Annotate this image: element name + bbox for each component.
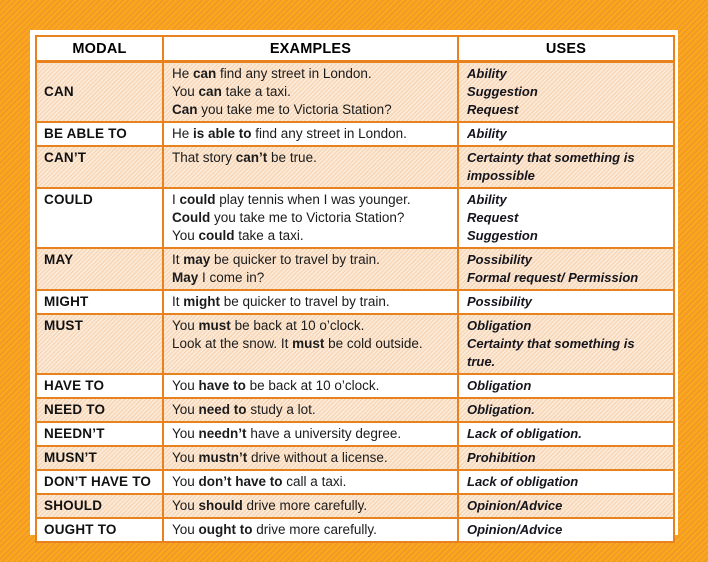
uses-line: Obligation xyxy=(467,378,532,393)
example-line: You mustn’t drive without a license. xyxy=(172,450,388,465)
example-line: Could you take me to Victoria Station? xyxy=(172,210,405,225)
examples-cell xyxy=(163,188,458,248)
table-body xyxy=(36,62,674,543)
modal-cell: HAVE TO xyxy=(36,374,163,398)
modal-cell: DON’T HAVE TO xyxy=(36,470,163,494)
column-header-modal: MODAL xyxy=(36,36,163,62)
uses-line: Certainty that something is true. xyxy=(467,336,635,369)
example-line: You should drive more carefully. xyxy=(172,498,368,513)
example-line: May I come in? xyxy=(172,270,265,285)
modal-cell: OUGHT TO xyxy=(36,518,163,542)
table-row xyxy=(36,422,674,446)
modal-cell: MAY xyxy=(36,248,163,290)
uses-line: Ability xyxy=(467,126,507,141)
uses-line: Opinion/Advice xyxy=(467,498,563,513)
example-line: You needn’t have a university degree. xyxy=(172,426,402,441)
uses-line: Certainty that something is impossible xyxy=(467,150,635,183)
uses-cell xyxy=(458,374,674,398)
examples-cell xyxy=(163,422,458,446)
table-row xyxy=(36,398,674,422)
uses-line: Obligation. xyxy=(467,402,535,417)
uses-line: Request xyxy=(467,210,519,225)
uses-cell xyxy=(458,62,674,123)
column-header-uses: USES xyxy=(458,36,674,62)
uses-line: Suggestion xyxy=(467,228,538,243)
example-line: You have to be back at 10 o’clock. xyxy=(172,378,380,393)
uses-line: Ability xyxy=(467,66,507,81)
table-row xyxy=(36,470,674,494)
table-row xyxy=(36,146,674,188)
table-row xyxy=(36,518,674,542)
uses-cell xyxy=(458,398,674,422)
example-line: I could play tennis when I was younger. xyxy=(172,192,411,207)
uses-line: Prohibition xyxy=(467,450,536,465)
uses-cell xyxy=(458,494,674,518)
uses-cell xyxy=(458,446,674,470)
example-line: You ought to drive more carefully. xyxy=(172,522,377,537)
modal-cell: MUST xyxy=(36,314,163,374)
examples-cell xyxy=(163,122,458,146)
modal-cell: MUSN’T xyxy=(36,446,163,470)
table-row xyxy=(36,446,674,470)
modal-cell: COULD xyxy=(36,188,163,248)
modal-cell: SHOULD xyxy=(36,494,163,518)
example-line: You need to study a lot. xyxy=(172,402,316,417)
uses-line: Opinion/Advice xyxy=(467,522,563,537)
examples-cell xyxy=(163,446,458,470)
example-line: Can you take me to Victoria Station? xyxy=(172,102,392,117)
uses-cell xyxy=(458,314,674,374)
modal-cell: NEEDN’T xyxy=(36,422,163,446)
uses-line: Suggestion xyxy=(467,84,538,99)
uses-line: Lack of obligation xyxy=(467,474,579,489)
modal-cell: MIGHT xyxy=(36,290,163,314)
uses-cell xyxy=(458,518,674,542)
uses-cell xyxy=(458,470,674,494)
examples-cell xyxy=(163,146,458,188)
uses-cell xyxy=(458,146,674,188)
examples-cell xyxy=(163,248,458,290)
example-line: Look at the snow. It must be cold outside. xyxy=(172,336,423,351)
table-row xyxy=(36,494,674,518)
uses-cell xyxy=(458,422,674,446)
table-row xyxy=(36,374,674,398)
modal-cell: CAN’T xyxy=(36,146,163,188)
header-row xyxy=(36,36,674,62)
example-line: It may be quicker to travel by train. xyxy=(172,252,380,267)
uses-cell xyxy=(458,248,674,290)
uses-line: Obligation xyxy=(467,318,532,333)
uses-cell xyxy=(458,188,674,248)
uses-line: Request xyxy=(467,102,519,117)
table-row xyxy=(36,314,674,374)
examples-cell xyxy=(163,518,458,542)
uses-line: Possibility xyxy=(467,252,533,267)
example-line: You don’t have to call a taxi. xyxy=(172,474,347,489)
table-row xyxy=(36,290,674,314)
table-row xyxy=(36,122,674,146)
examples-cell xyxy=(163,470,458,494)
examples-cell xyxy=(163,374,458,398)
example-line: You must be back at 10 o’clock. xyxy=(172,318,365,333)
uses-line: Ability xyxy=(467,192,507,207)
uses-line: Possibility xyxy=(467,294,533,309)
example-line: You could take a taxi. xyxy=(172,228,304,243)
uses-cell xyxy=(458,290,674,314)
example-line: He can find any street in London. xyxy=(172,66,372,81)
example-line: That story can’t be true. xyxy=(172,150,317,165)
example-line: It might be quicker to travel by train. xyxy=(172,294,390,309)
modal-cell: NEED TO xyxy=(36,398,163,422)
modal-cell: CAN xyxy=(36,62,163,123)
table-row xyxy=(36,62,674,123)
example-line: You can take a taxi. xyxy=(172,84,291,99)
examples-cell xyxy=(163,398,458,422)
table-row xyxy=(36,248,674,290)
uses-line: Formal request/ Permission xyxy=(467,270,639,285)
examples-cell xyxy=(163,314,458,374)
content-panel xyxy=(30,30,678,535)
modal-cell: BE ABLE TO xyxy=(36,122,163,146)
examples-cell xyxy=(163,62,458,123)
modals-table xyxy=(35,35,675,543)
uses-cell xyxy=(458,122,674,146)
examples-cell xyxy=(163,290,458,314)
table-row xyxy=(36,188,674,248)
column-header-examples: EXAMPLES xyxy=(163,36,458,62)
uses-line: Lack of obligation. xyxy=(467,426,582,441)
examples-cell xyxy=(163,494,458,518)
example-line: He is able to find any street in London. xyxy=(172,126,407,141)
